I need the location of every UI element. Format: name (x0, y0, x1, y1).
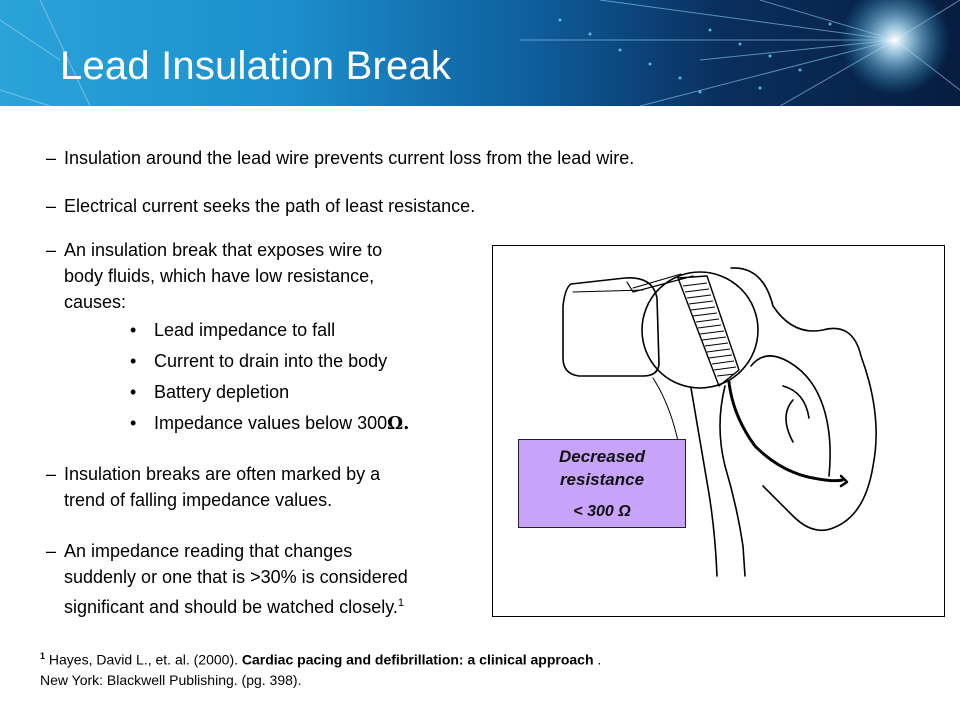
bullet-dot: • (130, 351, 137, 371)
bullet-insulation-current-loss (46, 145, 634, 171)
list-item-text: Battery depletion (154, 382, 290, 402)
footnote-suffix: . (593, 651, 602, 668)
bullet-text-line: suddenly or one that is >30% is considered (64, 567, 408, 587)
magnified-lead-circle (642, 272, 758, 388)
bullet-text-line: trend of falling impedance values. (64, 490, 333, 510)
pacing-lead (729, 382, 843, 481)
bullet-text-line: significant and should be watched closely. (64, 597, 398, 617)
pacemaker-lead-illustration (492, 245, 945, 617)
bullet-insulation-break (46, 237, 382, 315)
omega-symbol: Ω. (387, 413, 410, 434)
title-banner (0, 0, 960, 106)
decreased-resistance-callout (518, 439, 686, 528)
dash-marker: – (46, 541, 57, 561)
dash-marker: – (46, 148, 57, 168)
pacemaker-generator (563, 278, 659, 376)
list-item (130, 379, 409, 410)
dash-marker: – (46, 464, 57, 484)
bullet-text: Electrical current seeks the path of least resistance. (64, 196, 476, 216)
bullet-trend (46, 461, 380, 513)
dash-marker: – (46, 196, 57, 216)
bullet-text-line: An impedance reading that changes (64, 541, 353, 561)
bullet-text: Insulation around the lead wire prevents current loss from the lead wire. (64, 148, 635, 168)
bullet-dot: • (130, 413, 137, 433)
bullet-least-resistance (46, 193, 475, 219)
list-item (130, 348, 409, 379)
citation-superscript: 1 (397, 597, 404, 609)
bullet-impedance-reading (46, 538, 408, 620)
bullet-text-line: causes: (64, 292, 127, 312)
bullet-text-line: body fluids, which have low resistance, (64, 266, 375, 286)
list-item-text: Impedance values below 300 (154, 413, 388, 433)
dash-marker: – (46, 240, 57, 260)
list-item-text: Lead impedance to fall (154, 320, 336, 340)
footnote-citation (40, 646, 601, 690)
pacemaker-heart-drawing (493, 246, 944, 616)
list-item (130, 410, 409, 441)
footnote-marker: 1 (40, 651, 46, 661)
bullet-dot: • (130, 382, 137, 402)
list-item-text: Current to drain into the body (154, 351, 388, 371)
callout-value: < 300 Ω (573, 503, 631, 520)
callout-line: Decreased (558, 447, 645, 466)
list-item (130, 317, 409, 348)
footnote-book-title: Cardiac pacing and defibrillation: a clinical approach (241, 651, 594, 668)
bullet-text-line: Insulation breaks are often marked by a (64, 464, 381, 484)
footnote-author: Hayes, David L., et. al. (2000). (45, 651, 242, 668)
callout-line: resistance (559, 470, 645, 489)
slide-title: Lead Insulation Break (60, 44, 452, 88)
consequence-list (130, 317, 409, 441)
footnote-publisher: New York: Blackwell Publishing. (pg. 398). (40, 671, 302, 688)
bullet-text-line: An insulation break that exposes wire to (64, 240, 383, 260)
bullet-dot: • (130, 320, 137, 340)
